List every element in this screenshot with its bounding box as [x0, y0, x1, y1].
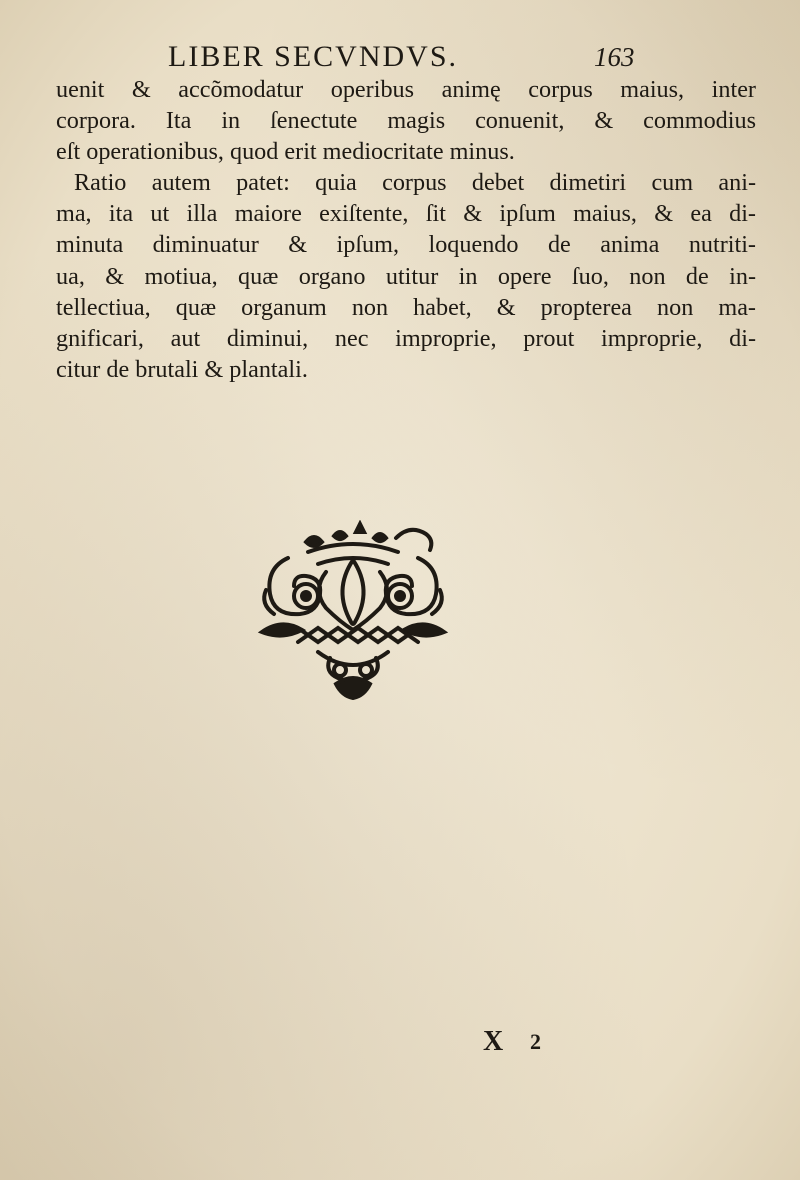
page-number: 163: [594, 42, 635, 72]
signature-number: 2: [530, 1029, 541, 1054]
body-text: [56, 74, 756, 385]
text-line: citur de brutali & plantali.: [56, 355, 308, 383]
text-line: tellectiua, quæ organum non habet, & propterea non ma-: [56, 293, 756, 321]
running-head: LIBER SECVNDVS.: [168, 40, 459, 73]
text-line: Ratio autem patet: quia corpus debet dimetiri cum ani-: [74, 169, 756, 197]
text-line: corpora. Ita in ſenectute magis conuenit, & commodius: [56, 107, 756, 135]
text-line: eſt operationibus, quod erit mediocritate minus.: [56, 138, 515, 166]
signature-mark: [0, 1026, 800, 1066]
printer-fleuron-ornament-icon: [248, 520, 458, 700]
text-line: ma, ita ut illa maiore exiſtente, ſit & ipſum maius, & ea di-: [56, 200, 756, 228]
text-line: minuta diminuatur & ipſum, loquendo de anima nutriti-: [56, 231, 756, 259]
text-line: ua, & motiua, quæ organo utitur in opere ſuo, non de in-: [56, 262, 756, 290]
page-header: [0, 38, 800, 78]
text-line: uenit & accõmodatur operibus animę corpus maius, inter: [56, 76, 756, 103]
text-line: gnificari, aut diminui, nec improprie, prout improprie, di-: [56, 324, 756, 352]
signature-letter: X: [483, 1026, 504, 1057]
